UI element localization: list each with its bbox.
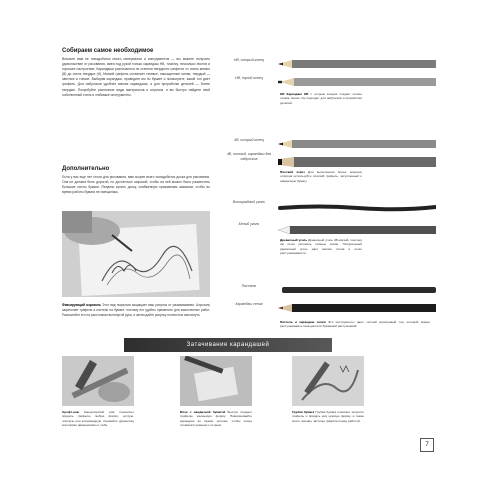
pencil-hb-blunt-icon: [278, 76, 436, 88]
pencil-desc-text: Эти инструменты дают теплый коричневый тон, который можно растушевывать пальцем или бумажной растушевкой.: [280, 320, 431, 329]
photo-caption: [62, 303, 210, 317]
pencil-row: [218, 298, 436, 318]
pencil-desc: [280, 238, 362, 256]
technique-body: Грубая бумага помогает затупить грифель и придать ему нужную форму, а также снять лишние частицы графита перед работой.: [292, 410, 364, 423]
pencil-label: Пастель: [241, 284, 257, 288]
pencil-desc: [280, 92, 362, 105]
pencil-label: 4B, плоский, карандаш для набросков: [226, 152, 272, 161]
section-body-essentials: Вначале вам не понадобится много материалов и инструментов — вы можете получить удовольствие от рисования, имея под рукой только карандаш HB, точилку, несколько листов и хорошее настроение. Карандаши различаются по степени твердости грифеля: от очень мягких (B) до очень твердых (H). Мягкий грифель оставляет темные, насыщенные линии, твердый — светлые и тонкие. Выбирая карандаш, проведите им по бумаге и посмотрите, какой тон дает грифель. Для набросков удобнее мягкие карандаши, а для проработки деталей — более твердые. Попробуйте различные виды материалов и штрихов, и вы быстро найдете свой собственный стиль и любимые инструменты.: [62, 57, 210, 97]
drawing-hand-photo: [62, 211, 210, 297]
pencil-desc-text: с острым концом создает четкие тонкие линии. Он подходит для набросков и проработки деталей.: [280, 92, 362, 105]
technique-bold: Блок с наждачной бумагой: [180, 410, 226, 414]
technique-bold: Хрофт-нож: [62, 410, 79, 414]
rough-paper-photo: [292, 356, 364, 406]
technique-body: Быстро придает грифелю желаемую форму. Поворачивайте карандаш во время заточки, чтобы конец оставался ровным и острым.: [180, 410, 252, 427]
pencil-label: Карандаш сепия: [235, 302, 263, 306]
technique-text: [62, 410, 134, 427]
book-page: [52, 14, 436, 466]
pencil-4b-flat-icon: [278, 156, 436, 168]
technique-body: Канцелярский нож позволяет придать грифелю любую форму: острую, плоскую или клиновидную. Снимайте древесину короткими движениями от себя.: [62, 410, 134, 427]
section-title-extra: Дополнительно: [62, 166, 110, 172]
pencil-label: HB, тупой конец: [235, 76, 263, 80]
pencil-row: [218, 134, 436, 154]
pencil-4b-sharp-icon: [278, 138, 436, 150]
pencil-label: 4B, острый конец: [234, 138, 264, 142]
pencil-hb-sharp-icon: [278, 58, 436, 70]
pastel-stick-icon: [278, 284, 436, 296]
pencil-row: [218, 54, 436, 74]
pencil-desc-bold: Древесный уголь: [280, 238, 308, 242]
pencil-desc-bold: HB Карандаш HB: [280, 92, 309, 96]
sepia-pencil-icon: [278, 302, 436, 314]
page-number: 7: [420, 438, 434, 452]
pencil-row: [218, 72, 436, 92]
caption-text: Этот вид покрытия защищает ваш рисунок от размазывания. Аэрозоль закрепляет грифель и пастель на бумаге, поэтому его удобно применять для законченных работ. Распыляйте его на расстоянии вытянутой руки, а затем дайте рисунку полностью высохнуть.: [62, 303, 211, 317]
pencil-label: Белый уголь: [238, 222, 260, 226]
pencil-desc-text: Для выполнения более широких штрихов используйте плоский грифель, затупленный о наждачную бумагу.: [280, 170, 362, 183]
pencil-label: HB, острый конец: [233, 58, 265, 62]
pencil-label: Виноградный уголь: [232, 200, 266, 204]
technique-bold: Грубая бумага: [292, 410, 315, 414]
vine-charcoal-icon: [278, 202, 436, 214]
pencil-row: [218, 280, 436, 300]
pencil-row: [218, 198, 436, 218]
technique-text: [292, 410, 364, 423]
technique-text: [180, 410, 252, 427]
pencil-list: [218, 48, 436, 338]
section-body-extra: Если у вас еще нет стола для рисования, вам скорее всего понадобится доска для рисования. Она не должна быть дорогой, но достаточно широкой, чтобы на ней можно было разместить большие листы бумаги. Разумно купить доску, снабженную прижимным зажимом, чтобы во время работы бумага не смещалась.: [62, 175, 210, 195]
sandpaper-block-photo: [180, 356, 252, 406]
pencil-desc-bold: Плоский эскиз: [280, 170, 305, 174]
pencil-desc-bold: Пастель и карандаш сепия: [280, 320, 326, 324]
white-charcoal-icon: [278, 224, 436, 236]
pencil-desc-text: Древесный уголь 4B мягкий, поэтому им легко рисовать темные линии. Натуральный древесный уголь дает мягкие пятна и легко растушевывается.: [280, 238, 362, 256]
pencil-row: [218, 152, 436, 172]
caption-bold: Фиксирующий аэрозоль: [62, 303, 101, 307]
pencil-row: [218, 220, 436, 240]
sharpening-banner: Затачивание карандашей: [124, 338, 332, 352]
section-title-essentials: Собираем самое необходимое: [62, 48, 154, 54]
pencil-desc: [280, 320, 430, 329]
craft-knife-photo: [62, 356, 134, 406]
